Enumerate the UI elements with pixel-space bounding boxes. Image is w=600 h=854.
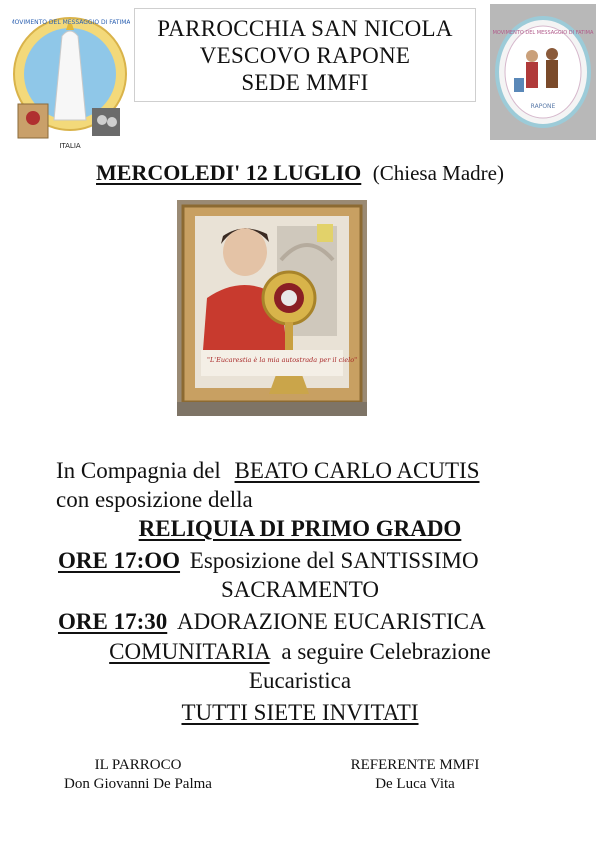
fatima-movement-logo [12, 8, 130, 150]
time1-text-2: SACRAMENTO [220, 577, 380, 602]
time1-text: Esposizione del SANTISSIMO [189, 548, 479, 573]
time2-line [58, 607, 486, 636]
mmfi-referent-signature [330, 756, 500, 794]
event-location: (Chiesa Madre) [372, 161, 504, 185]
right-logo-text: MOVIMENTO DEL MESSAGGIO DI FATIMA [492, 30, 594, 36]
right-logo-caption: RAPONE [530, 103, 556, 110]
reliquary-photo [177, 200, 367, 416]
title-line-3: SEDE MMFI [241, 69, 369, 95]
time1-label: ORE 17:OO [58, 548, 181, 573]
event-date-line [0, 160, 600, 186]
relic-title: RELIQUIA DI PRIMO GRADO [138, 516, 462, 541]
title-line-2: VESCOVO RAPONE [199, 42, 411, 68]
event-date: MERCOLEDI' 12 LUGLIO [96, 160, 362, 185]
body-line-1 [56, 456, 479, 485]
left-role: IL PARROCO [94, 757, 182, 773]
time2-label: ORE 17:30 [58, 609, 168, 634]
title-line-1: PARROCCHIA SAN NICOLA [157, 15, 453, 41]
right-name: De Luca Vita [375, 776, 455, 792]
left-logo-text: MOVIMENTO DEL MESSAGGIO DI FATIMA [12, 19, 130, 26]
time2-text-3: Eucaristica [248, 668, 352, 693]
time2-text-2: a seguire Celebrazione [281, 639, 491, 664]
closing-invite: TUTTI SIETE INVITATI [181, 700, 419, 725]
parish-title-box [134, 8, 476, 102]
right-role: REFERENTE MMFI [350, 757, 480, 773]
beato-name: BEATO CARLO ACUTIS [234, 458, 480, 483]
time1-line [58, 546, 479, 575]
photo-caption: "L'Eucarestia è la mia autostrada per il cielo" [207, 356, 358, 364]
left-name: Don Giovanni De Palma [64, 776, 212, 792]
line1-prefix: In Compagnia del [56, 458, 221, 483]
body-line-2: con esposizione della [56, 487, 253, 512]
time2-text: ADORAZIONE EUCARISTICA [177, 609, 486, 634]
time2-line-2 [0, 637, 600, 666]
left-logo-caption: ITALIA [59, 142, 81, 150]
rapone-mmfi-logo [490, 4, 596, 140]
parish-priest-signature [48, 756, 228, 794]
time2-highlight: COMUNITARIA [109, 639, 270, 664]
